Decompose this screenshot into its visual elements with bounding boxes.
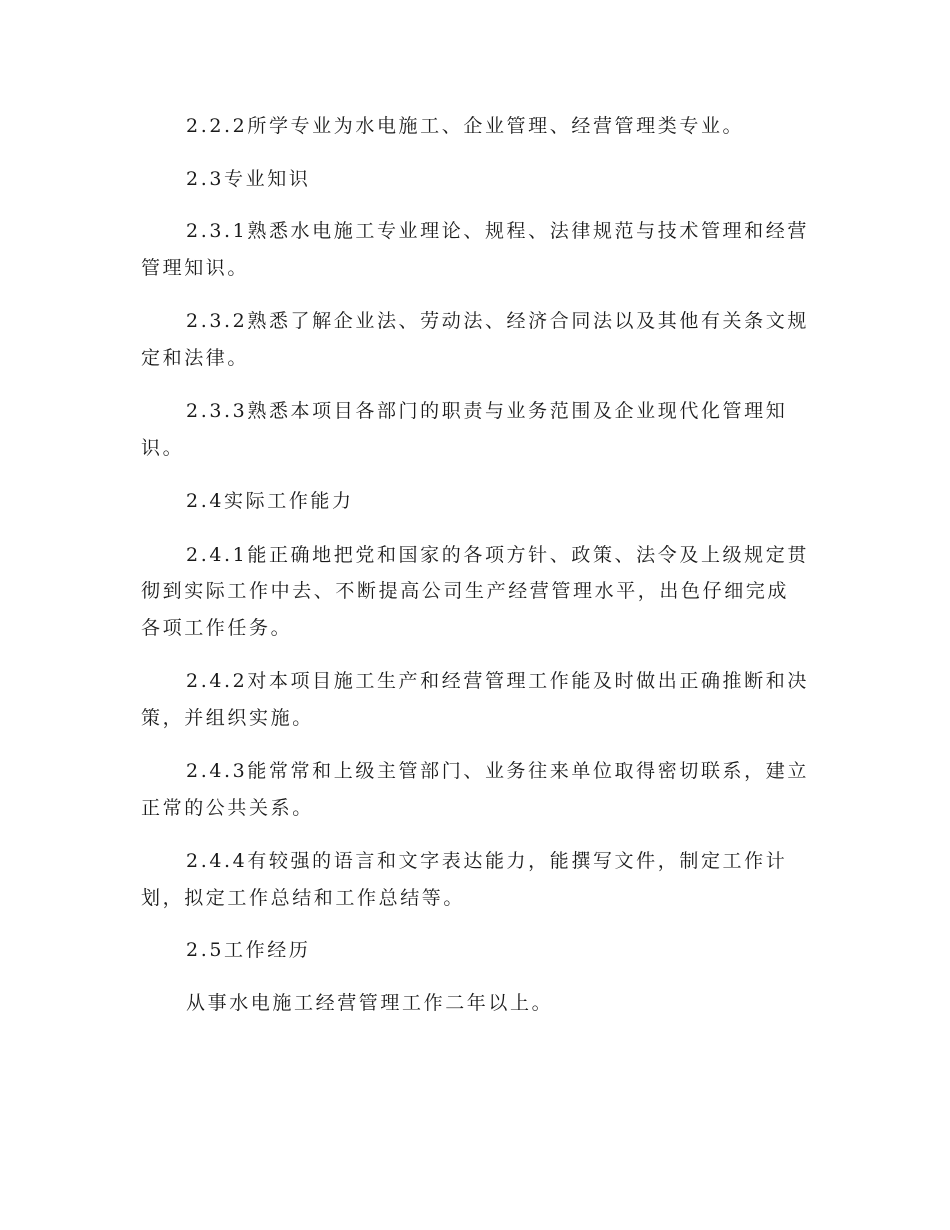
text-line: 彻到实际工作中去、不断提高公司生产经营管理水平，出色仔细完成 — [141, 580, 790, 602]
text-line: 2.4.4有较强的语言和文字表达能力，能撰写文件，制定工作计 — [186, 850, 788, 872]
text-line: 识。 — [141, 437, 185, 459]
text-line: 各项工作任务。 — [141, 617, 293, 639]
text-line: 2.3.1熟悉水电施工专业理论、规程、法律规范与技术管理和经营 — [186, 220, 809, 242]
text-line: 从事水电施工经营管理工作二年以上。 — [186, 992, 554, 1014]
text-line: 定和法律。 — [141, 347, 250, 369]
text-line: 管理知识。 — [141, 257, 250, 279]
text-line: 2.4.2对本项目施工生产和经营管理工作能及时做出正确推断和决 — [186, 670, 809, 692]
section-heading: 2.3专业知识 — [186, 168, 311, 190]
text-line: 划，拟定工作总结和工作总结等。 — [141, 887, 466, 909]
text-line: 2.4.1能正确地把党和国家的各项方针、政策、法令及上级规定贯 — [186, 544, 809, 566]
text-line: 2.2.2所学专业为水电施工、企业管理、经营管理类专业。 — [186, 115, 745, 137]
text-line: 2.3.3熟悉本项目各部门的职责与业务范围及企业现代化管理知 — [186, 400, 788, 422]
text-line: 2.4.3能常常和上级主管部门、业务往来单位取得密切联系，建立 — [186, 760, 809, 782]
section-heading: 2.4实际工作能力 — [186, 490, 354, 512]
text-line: 2.3.2熟悉了解企业法、劳动法、经济合同法以及其他有关条文规 — [186, 310, 809, 332]
text-line: 策，并组织实施。 — [141, 707, 314, 729]
text-line: 正常的公共关系。 — [141, 797, 314, 819]
section-heading: 2.5工作经历 — [186, 939, 311, 961]
